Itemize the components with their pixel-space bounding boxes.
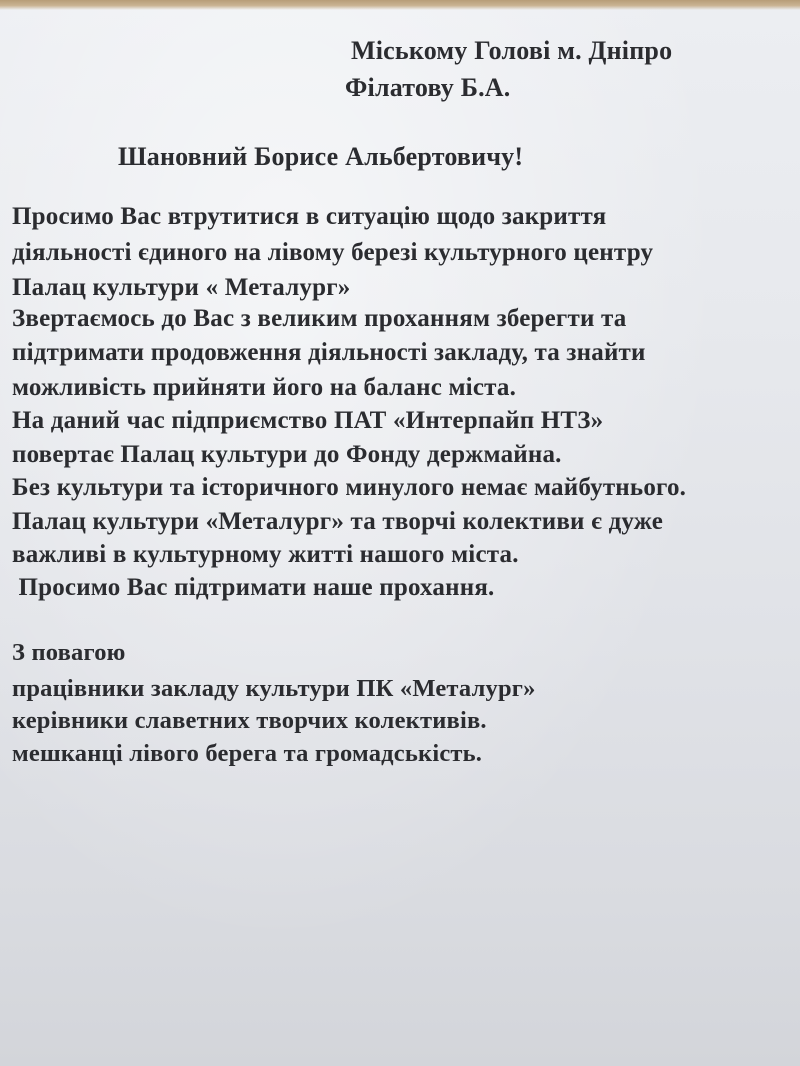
signatory-line: працівники закладу культури ПК «Металург» <box>12 675 536 702</box>
body-line: діяльності єдиного на лівому березі культурного центру <box>12 239 654 266</box>
body-line: підтримати продовження діяльності закладу, та знайти <box>12 339 646 366</box>
body-line: можливість прийняти його на баланс міста. <box>12 374 517 401</box>
body-line: Без культури та історичного минулого немає майбутнього. <box>12 474 687 501</box>
body-line: Палац культури «Металург» та творчі колективи є дуже <box>12 508 664 535</box>
body-line: повертає Палац культури до Фонду держмайна. <box>12 441 562 468</box>
signatory-line: керівники славетних творчих колективів. <box>12 707 487 734</box>
addressee-line-1: Міському Голові м. Дніпро <box>351 36 673 65</box>
body-line: Просимо Вас підтримати наше прохання. <box>12 574 495 601</box>
addressee-line-2: Філатову Б.А. <box>345 73 511 102</box>
closing-regards: З повагою <box>12 639 126 666</box>
page-top-edge <box>0 0 800 10</box>
body-line: Палац культури « Металург» <box>12 274 351 301</box>
body-line: важливі в культурному житті нашого міста. <box>12 541 519 568</box>
body-line: Звертаємось до Вас з великим проханням зберегти та <box>12 305 627 332</box>
signatory-line: мешканці лівого берега та громадськість. <box>12 740 483 767</box>
body-line: Просимо Вас втрутитися в ситуацію щодо закриття <box>12 203 607 230</box>
greeting: Шановний Борисе Альбертовичу! <box>118 142 524 171</box>
body-line: На даний час підприємство ПАТ «Интерпайп НТЗ» <box>12 407 604 434</box>
